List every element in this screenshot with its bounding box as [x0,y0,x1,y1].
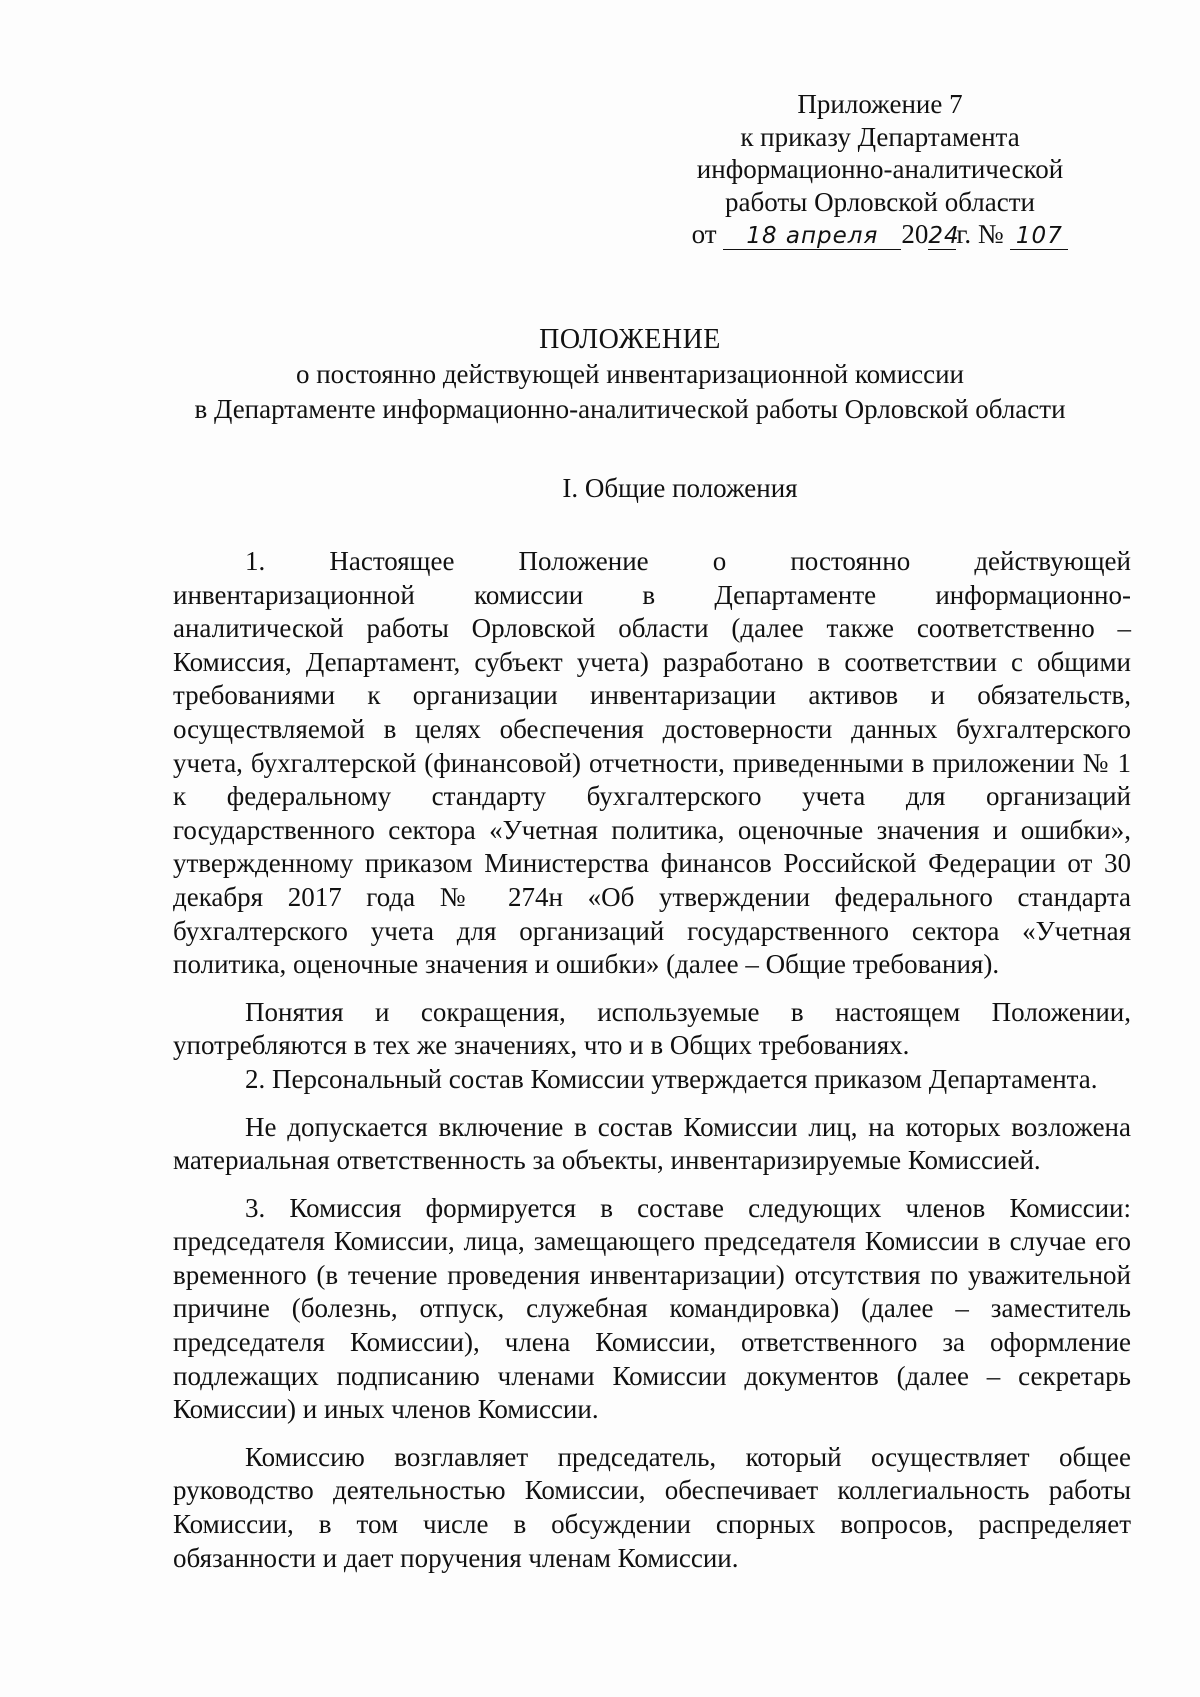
document-body [173,545,1131,1575]
appendix-order-ref: к приказу Департамента [740,121,1020,152]
paragraph-5: 3. Комиссия формируется в составе следующих членов Комиссии: председателя Комиссии, лица, замещающего председателя Комиссии в случае его временного (в течение проведения инвентаризации) отсутствия по уважительной причине (болезнь, отпуск, служебная командировка) (далее – заместитель председателя Комиссии), члена Комиссии, ответственного за оформление подлежащих подписанию членами Комиссии документов (далее – секретарь Комиссии) и иных членов Комиссии. [173,1192,1131,1425]
year-suffix: г. № [956,219,1004,249]
title-department: в Департаменте информационно-аналитической работы Орловской области [194,394,1066,424]
paragraph-1-text: аналитической работы Орловской области (далее также соответственно – Комиссия, Департамент, субъект учета) разработано в соответствии с общими требованиями к организации инвентаризации активов и обязательств, осуществляемой в целях обеспечения достоверности данных бухгалтерского учета, бухгалтерской (финансовой) отчетности, приведенными в приложении № 1 к федеральному стандарту бухгалтерского учета для организаций государственного сектора «Учетная политика, оценочные значения и ошибки», утвержденному приказом Министерства финансов Российской Федерации от 30 декабря 2017 года № 274н «Об утверждении федерального стандарта бухгалтерского учета для организаций государственного сектора «Учетная политика, оценочные значения и ошибки» (далее – Общие требования). [173,613,1131,980]
handwritten-year: 24 [928,223,960,249]
paragraph-1-line-2: инвентаризационной комиссии в Департаменте информационно- [173,579,1131,610]
paragraph-6: Комиссию возглавляет председатель, который осуществляет общее руководство деятельностью Комиссии, обеспечивает коллегиальность работы Комиссии, в том числе в обсуждении спорных вопросов, распределяет обязанности и дает поручения членам Комиссии. [173,1441,1131,1573]
paragraph-2: Понятия и сокращения, используемые в настоящем Положении, употребляются в тех же значениях, что и в Общих требованиях. [173,996,1131,1061]
paragraph-1 [173,545,1131,982]
handwritten-date: 18 апреля [723,223,901,250]
year-prefix: 20 [901,219,929,249]
paragraph-1-line-1: 1. Настоящее Положение о постоянно действующей [245,546,1131,576]
document-title [150,322,1110,427]
date-prefix: от [691,219,717,249]
section-heading: I. Общие положения [562,473,798,503]
appendix-date-line [650,218,1110,251]
title-heading: ПОЛОЖЕНИЕ [539,324,721,355]
handwritten-order-number: 107 [1010,223,1068,250]
appendix-number: Приложение 7 [797,89,963,119]
appendix-region: работы Орловской области [725,186,1035,217]
appendix-block [650,88,1110,251]
appendix-department: информационно-аналитической [696,154,1064,184]
paragraph-4: Не допускается включение в состав Комиссии лиц, на которых возложена материальная ответственность за объекты, инвентаризируемые Комиссией. [173,1111,1131,1176]
title-subject: о постоянно действующей инвентаризационной комиссии [295,359,965,389]
paragraph-3: 2. Персональный состав Комиссии утверждается приказом Департамента. [245,1063,1098,1094]
